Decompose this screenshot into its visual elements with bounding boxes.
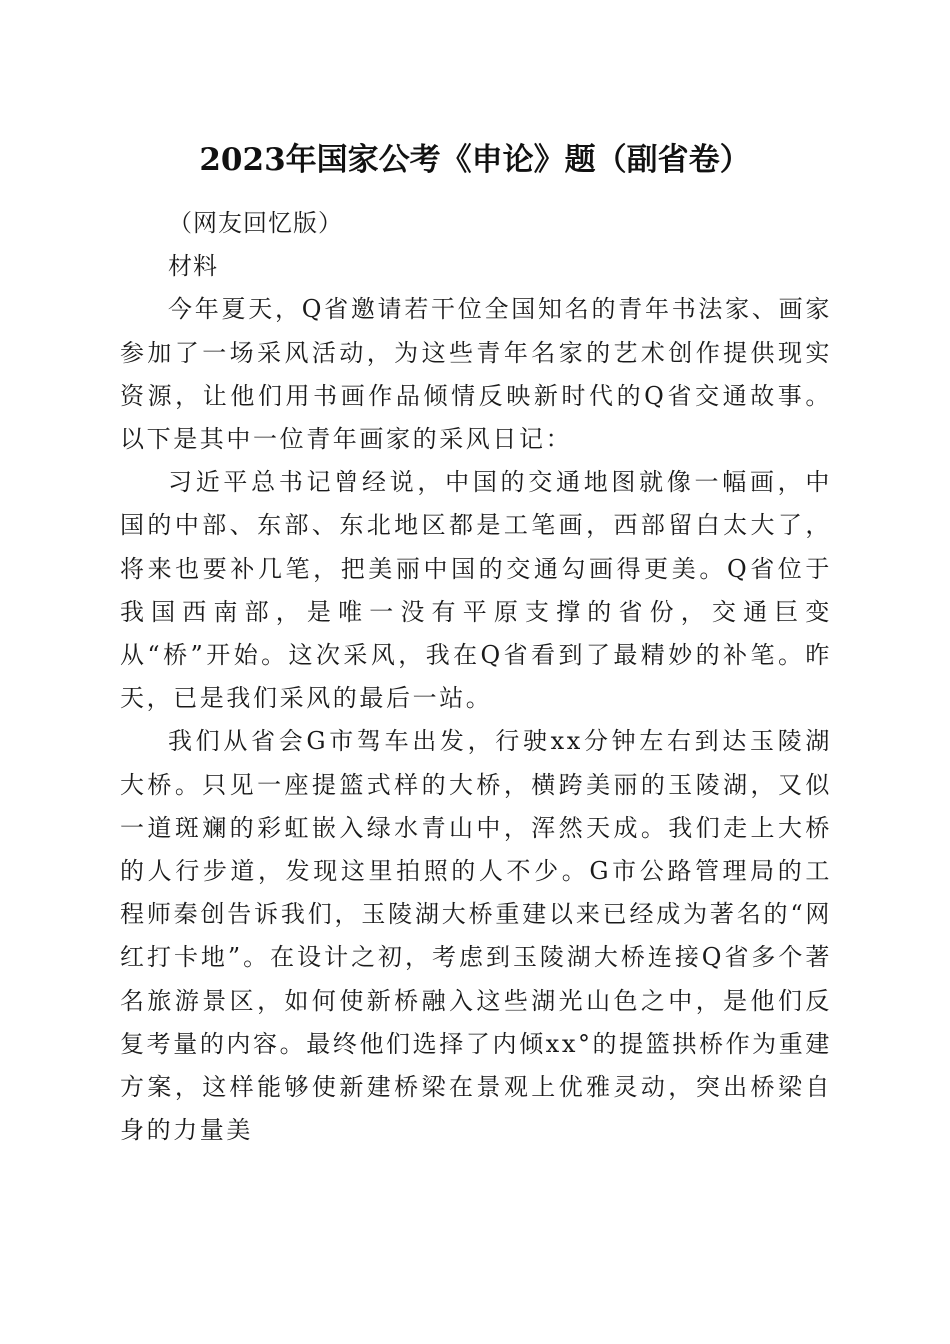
paragraph: 习近平总书记曾经说，中国的交通地图就像一幅画，中国的中部、东部、东北地区都是工笔画，西部留白太大了，将来也要补几笔，把美丽中国的交通勾画得更美。Q省位于我国西南部，是唯一没有平原支撑的省份，交通巨变从“桥”开始。这次采风，我在Q省看到了最精妙的补笔。昨天，已是我们采风的最后一站。 xyxy=(120,468,832,713)
version-note: （网友回忆版） xyxy=(168,209,343,237)
document-body xyxy=(120,202,832,1152)
section-label: 材料 xyxy=(168,252,218,281)
paragraph: 我们从省会G市驾车出发，行驶xx分钟左右到达玉陵湖大桥。只见一座提篮式样的大桥，横跨美丽的玉陵湖，又似一道斑斓的彩虹嵌入绿水青山中，浑然天成。我们走上大桥的人行步道，发现这里拍照的人不少。G市公路管理局的工程师秦创告诉我们，玉陵湖大桥重建以来已经成为著名的“网红打卡地”。在设计之初，考虑到玉陵湖大桥连接Q省多个著名旅游景区，如何使新桥融入这些湖光山色之中，是他们反复考量的内容。最终他们选择了内倾xx°的提篮拱桥作为重建方案，这样能够使新建桥梁在景观上优雅灵动，突出桥梁自身的力量美 xyxy=(120,727,832,1145)
document-title: 2023年国家公考《申论》题（副省卷） xyxy=(199,142,751,178)
paragraph: 今年夏天，Q省邀请若干位全国知名的青年书法家、画家参加了一场采风活动，为这些青年名家的艺术创作提供现实资源，让他们用书画作品倾情反映新时代的Q省交通故事。以下是其中一位青年画家的采风日记： xyxy=(120,295,832,454)
